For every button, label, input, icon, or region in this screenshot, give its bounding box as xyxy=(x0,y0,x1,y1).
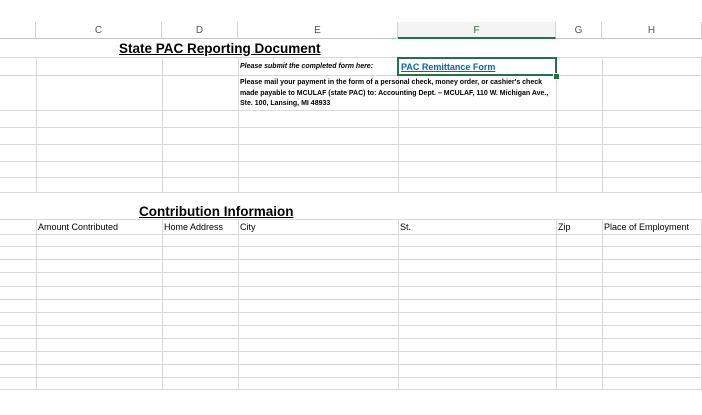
gridline xyxy=(0,286,702,287)
gridline xyxy=(162,57,163,192)
gridline xyxy=(0,110,702,111)
column-header-d[interactable]: D xyxy=(162,22,238,39)
gridline xyxy=(0,192,702,193)
gridline xyxy=(0,389,702,390)
gridline xyxy=(0,161,702,162)
column-header-e[interactable]: E xyxy=(238,22,398,39)
gridline xyxy=(0,338,702,339)
gridline xyxy=(0,325,702,326)
gridline xyxy=(0,377,702,378)
page-title: State PAC Reporting Document xyxy=(119,41,321,56)
gridline xyxy=(0,364,702,365)
gridline xyxy=(0,127,702,128)
column-header-f[interactable]: F xyxy=(398,22,556,39)
header-amount-contributed: Amount Contributed xyxy=(38,222,119,232)
payment-note-line-1: Please mail your payment in the form of a personal check, money order, or cashier's check xyxy=(240,79,543,86)
gridline xyxy=(0,144,702,145)
header-city: City xyxy=(240,222,256,232)
gridline xyxy=(0,246,702,247)
payment-note-line-3: Ste. 100, Lansing, MI 48933 xyxy=(240,100,331,107)
header-place-of-employment: Place of Employment xyxy=(604,222,690,232)
gridline xyxy=(0,351,702,352)
header-zip: Zip xyxy=(558,222,571,232)
gridline xyxy=(0,312,702,313)
column-header-g[interactable]: G xyxy=(556,22,602,39)
gridline xyxy=(238,57,239,192)
contribution-section-title: Contribution Informaion xyxy=(139,204,294,219)
pac-remittance-link[interactable]: PAC Remittance Form xyxy=(401,62,496,72)
header-home-address: Home Address xyxy=(164,222,224,232)
column-header-b[interactable] xyxy=(0,22,36,39)
gridline xyxy=(0,177,702,178)
gridline xyxy=(0,234,702,235)
gridline xyxy=(36,57,37,192)
gridline xyxy=(0,75,702,76)
gridline xyxy=(0,299,702,300)
submit-label: Please submit the completed form here: xyxy=(240,63,374,70)
gridline xyxy=(0,259,702,260)
fill-handle[interactable] xyxy=(553,73,560,80)
header-state: St. xyxy=(400,222,412,232)
gridline xyxy=(602,57,603,192)
column-header-c[interactable]: C xyxy=(36,22,162,39)
payment-note-line-2: made payable to MCULAF (state PAC) to: Accounting Dept. – MCULAF, 110 W. Michigan Ave., xyxy=(240,89,549,97)
column-header-h[interactable]: H xyxy=(602,22,702,39)
gridline xyxy=(0,272,702,273)
gridline xyxy=(0,57,702,58)
